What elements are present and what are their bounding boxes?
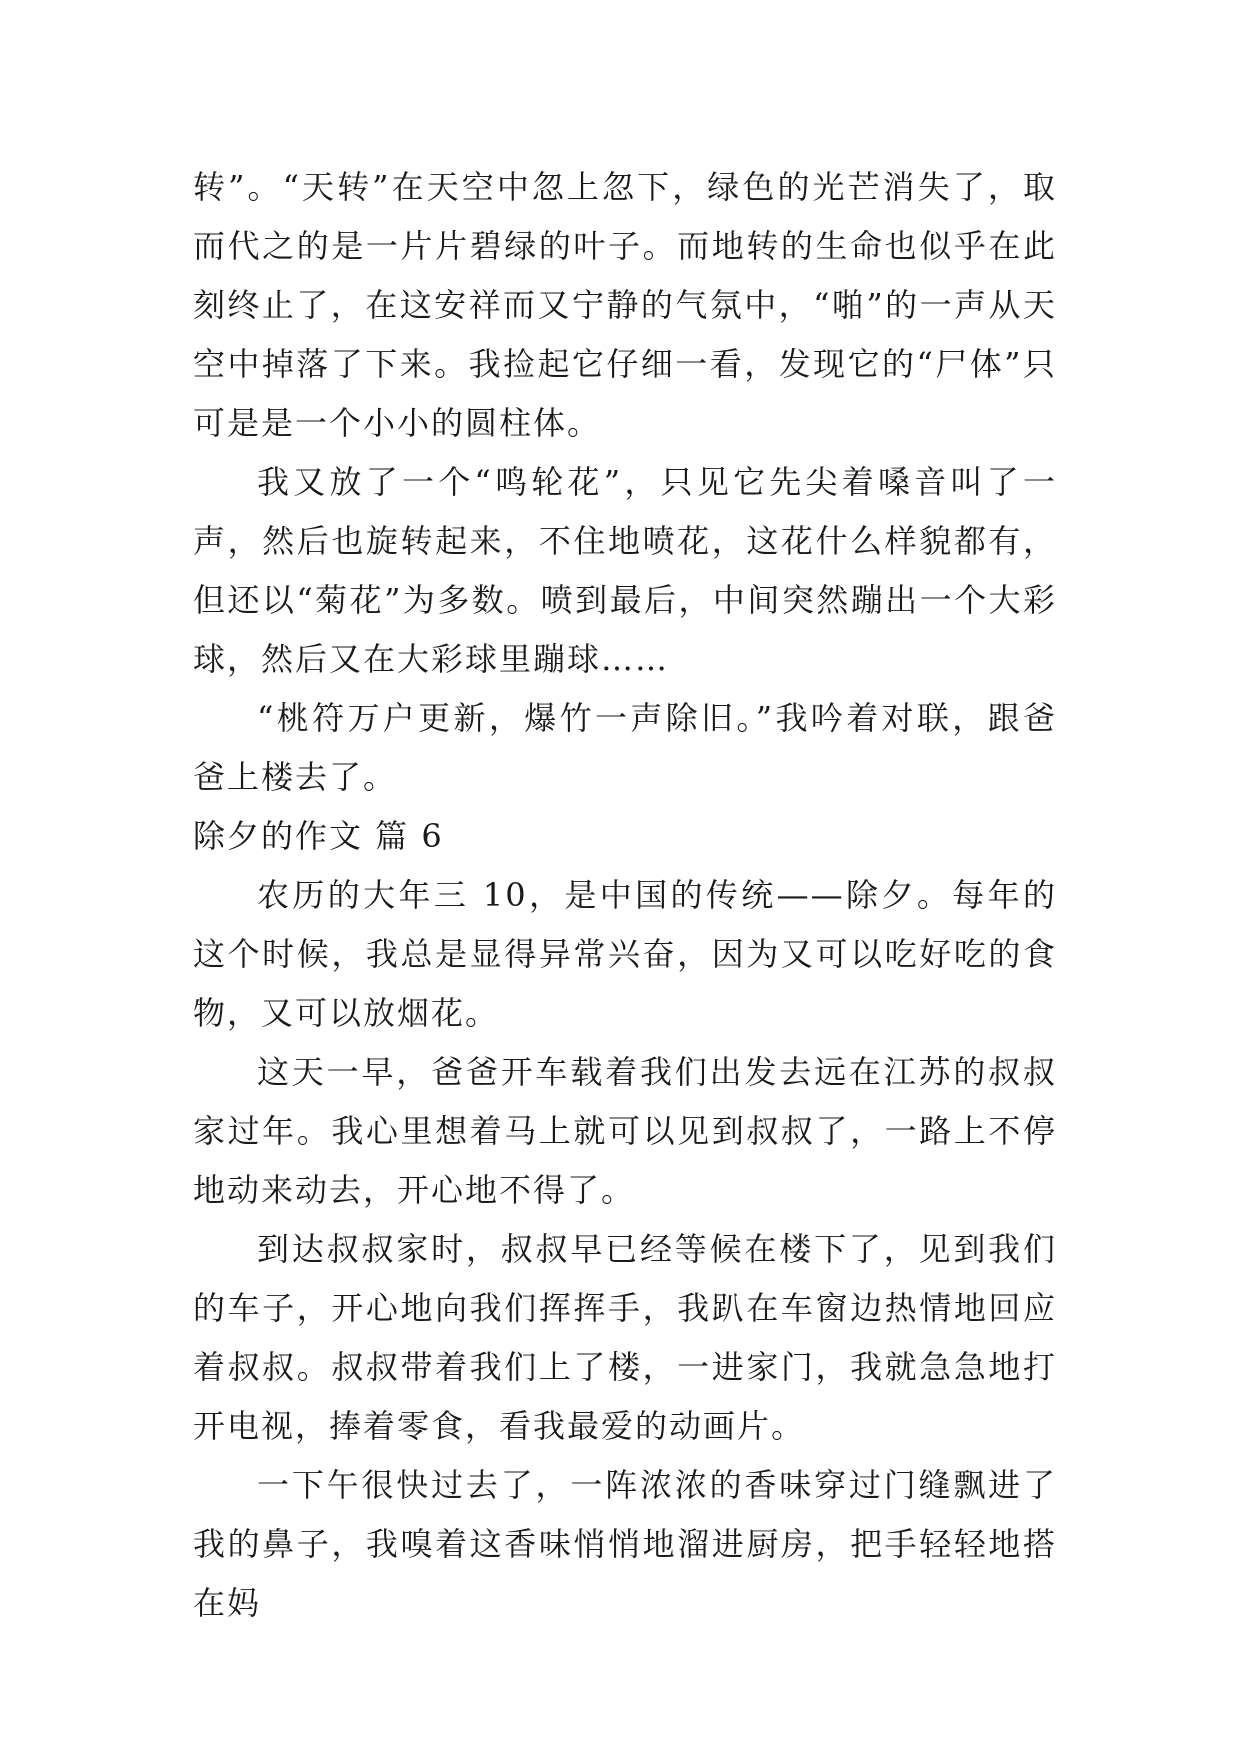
section-heading: 除夕的作文 篇 6 — [193, 817, 444, 855]
paragraph: 转”。“天转”在天空中忽上忽下，绿色的光芒消失了，取而代之的是一片片碧绿的叶子。而地转的生命也似乎在此刻终止了，在这安祥而又宁静的气氛中，“啪”的一声从天空中掉落了下来。我捡起它仔细一看，发现它的“尸体”只可是是一个小小的圆柱体。 — [193, 168, 1057, 442]
paragraph: 农历的大年三 10，是中国的传统——除夕。每年的这个时候，我总是显得异常兴奋，因为又可以吃好吃的食物，又可以放烟花。 — [193, 876, 1057, 1032]
paragraph: 一下午很快过去了，一阵浓浓的香味穿过门缝飘进了我的鼻子，我嗅着这香味悄悄地溜进厨房，把手轻轻地搭在妈 — [193, 1466, 1057, 1622]
paragraph: “桃符万户更新，爆竹一声除旧。”我吟着对联，跟爸爸上楼去了。 — [193, 699, 1057, 796]
paragraph: 到达叔叔家时，叔叔早已经等候在楼下了，见到我们的车子，开心地向我们挥挥手，我趴在车窗边热情地回应着叔叔。叔叔带着我们上了楼，一进家门，我就急急地打开电视，捧着零食，看我最爱的动画片。 — [193, 1230, 1057, 1445]
document-body — [193, 158, 1057, 1633]
paragraph: 这天一早，爸爸开车载着我们出发去远在江苏的叔叔家过年。我心里想着马上就可以见到叔叔了，一路上不停地动来动去，开心地不得了。 — [193, 1053, 1057, 1209]
paragraph: 我又放了一个“鸣轮花”，只见它先尖着嗓音叫了一声，然后也旋转起来，不住地喷花，这花什么样貌都有，但还以“菊花”为多数。喷到最后，中间突然蹦出一个大彩球，然后又在大彩球里蹦球…… — [193, 463, 1057, 678]
